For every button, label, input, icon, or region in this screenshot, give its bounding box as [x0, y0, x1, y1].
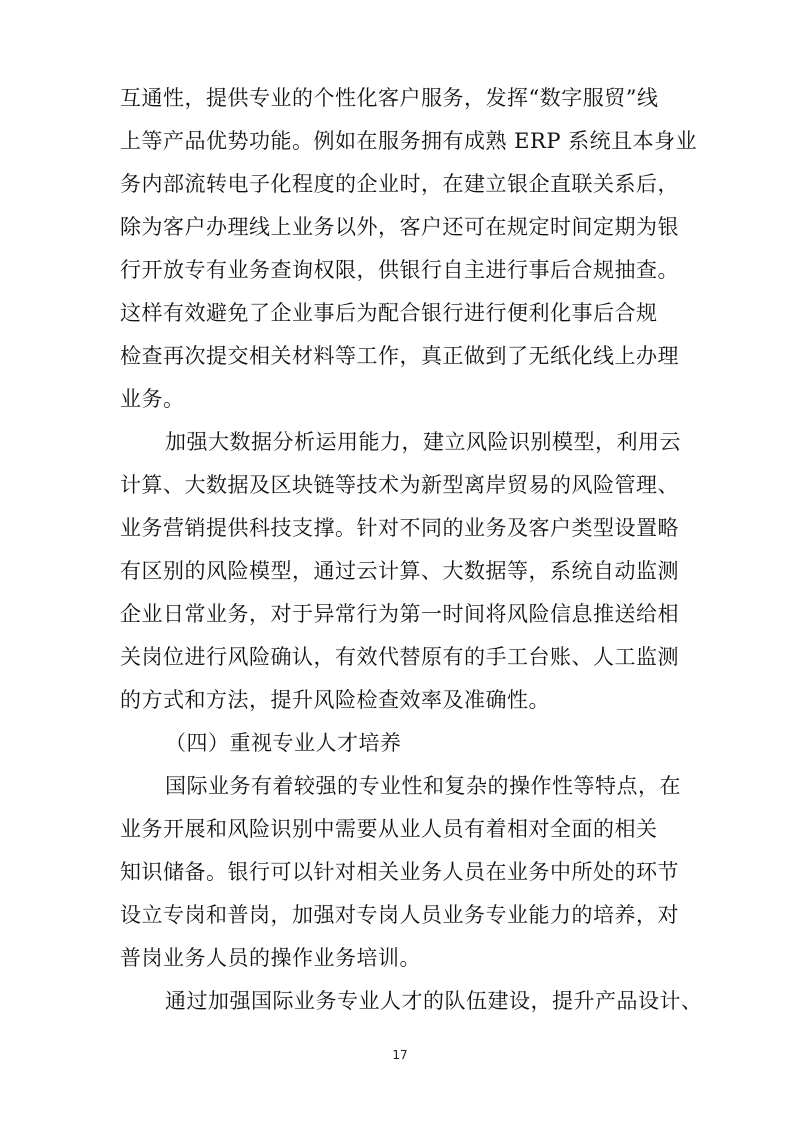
paragraph-3-line-3: 知识储备。银行可以针对相关业务人员在业务中所处的环节	[120, 860, 679, 884]
page-number: 17	[392, 1048, 408, 1062]
paragraph-1-line-5: 行开放专有业务查询权限，供银行自主进行事后合规抽查。	[120, 258, 679, 282]
paragraph-2-line-1: 加强大数据分析运用能力，建立风险识别模型，利用云	[165, 430, 681, 454]
paragraph-2-line-7: 的方式和方法，提升风险检查效率及准确性。	[120, 688, 550, 712]
paragraph-2-line-4: 有区别的风险模型，通过云计算、大数据等，系统自动监测	[120, 559, 679, 583]
paragraph-1-line-7: 检查再次提交相关材料等工作，真正做到了无纸化线上办理	[120, 344, 679, 368]
paragraph-3-line-4: 设立专岗和普岗，加强对专岗人员业务专业能力的培养，对	[120, 903, 679, 927]
paragraph-3-line-5: 普岗业务人员的操作业务培训。	[120, 946, 421, 970]
paragraph-1-line-8: 业务。	[120, 387, 185, 411]
paragraph-3-line-2: 业务开展和风险识别中需要从业人员有着相对全面的相关	[120, 817, 658, 841]
paragraph-1-line-1: 互通性，提供专业的个性化客户服务，发挥“数字服贸”线	[120, 86, 659, 110]
paragraph-4-line-1: 通过加强国际业务专业人才的队伍建设，提升产品设计、	[165, 989, 703, 1013]
section-heading: （四）重视专业人才培养	[165, 731, 402, 755]
paragraph-2-line-6: 关岗位进行风险确认，有效代替原有的手工台账、人工监测	[120, 645, 679, 669]
paragraph-3-line-1: 国际业务有着较强的专业性和复杂的操作性等特点，在	[165, 774, 681, 798]
paragraph-2-line-5: 企业日常业务，对于异常行为第一时间将风险信息推送给相	[120, 602, 679, 626]
paragraph-1-line-2: 上等产品优势功能。例如在服务拥有成熟 ERP 系统且本身业	[120, 129, 698, 153]
paragraph-1-line-6: 这样有效避免了企业事后为配合银行进行便利化事后合规	[120, 301, 658, 325]
paragraph-2-line-2: 计算、大数据及区块链等技术为新型离岸贸易的风险管理、	[120, 473, 679, 497]
paragraph-1-line-3: 务内部流转电子化程度的企业时，在建立银企直联关系后，	[120, 172, 679, 196]
paragraph-2-line-3: 业务营销提供科技支撑。针对不同的业务及客户类型设置略	[120, 516, 679, 540]
paragraph-1-line-4: 除为客户办理线上业务以外，客户还可在规定时间定期为银	[120, 215, 679, 239]
